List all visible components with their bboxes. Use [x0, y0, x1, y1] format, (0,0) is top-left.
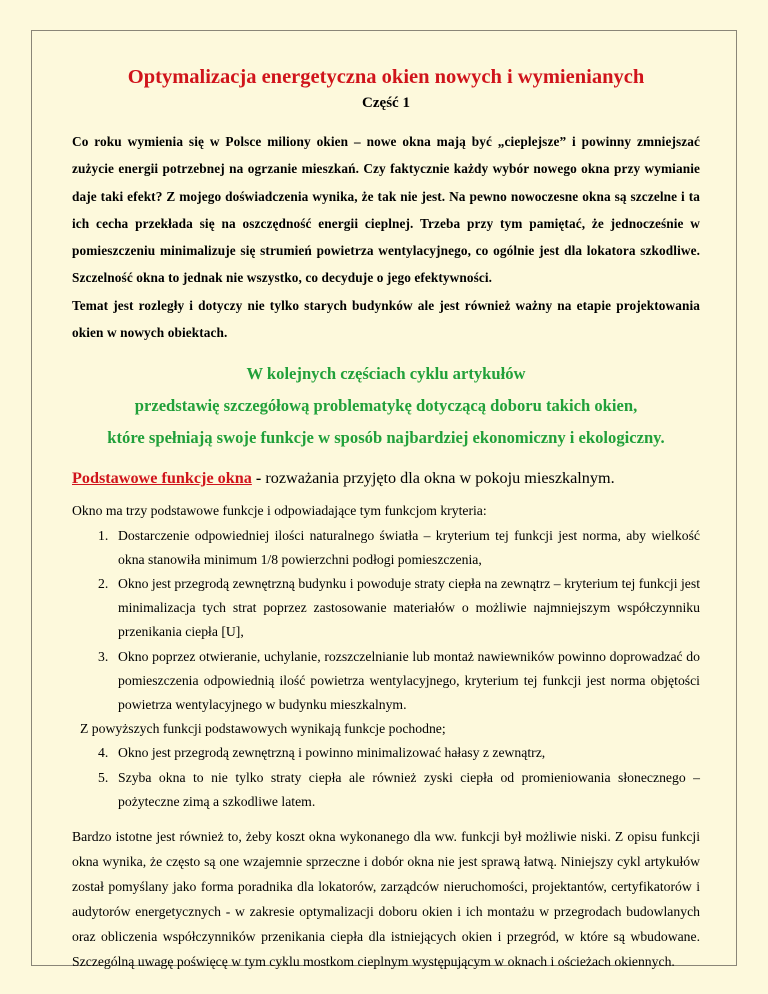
item-number: 1.	[98, 527, 109, 543]
item-number: 4.	[98, 745, 109, 761]
item-number: 3.	[98, 648, 109, 664]
functions-lead: Okno ma trzy podstawowe funkcje i odpowiadające tym funkcjom kryteria:	[72, 503, 487, 519]
closing-paragraph: Bardzo istotne jest również to, żeby koszt okna wykonanego dla ww. funkcji był możliwie niski. Z opisu funkcji okna wynika, że często są one wzajemnie sprzeczne i dobór okna nie jest sprawą łatwą. Niniejszy cykl artykułów został pomyślany jako forma poradnika dla lokatorów, zarządców nieruchomości, projektantów, certyfikatorów i audytorów energetycznych - w zakresie optymalizacji doboru okien i ich montażu w przegrodach budowlanych oraz obliczenia współczynników przenikania ciepła dla istniejących okien i przegród, w które są wbudowane. Szczególną uwagę poświęcę w tym cyklu mostkom cieplnym występującym w oknach i ościeżach okiennych.	[72, 829, 700, 970]
derived-functions-list	[72, 741, 700, 814]
item-text: Okno jest przegrodą zewnętrzną i powinno minimalizować hałasy z zewnątrz,	[118, 745, 546, 761]
heading-dash: -	[251, 469, 266, 488]
announcement-line: W kolejnych częściach cyklu artykułów	[246, 364, 526, 384]
list-item	[72, 766, 700, 814]
announcement-line: które spełniają swoje funkcje w sposób najbardziej ekonomiczny i ekologiczny.	[107, 428, 665, 448]
list-item	[72, 572, 700, 645]
part-label: Część 1	[362, 95, 410, 111]
item-text: Szyba okna to nie tylko straty ciepła ale również zyski ciepła od promieniowania słonecznego – pożyteczne zimą a szkodliwe latem.	[118, 769, 700, 809]
list-item	[72, 645, 700, 718]
intro-paragraph: Co roku wymienia się w Polsce miliony okien – nowe okna mają być „cieplejsze” i powinny zmniejszać zużycie energii potrzebnej na ogrzanie mieszkań. Czy faktycznie każdy wybór nowego okna przy wymianie daje taki efekt? Z mojego doświadczenia wynika, że tak nie jest. Na pewno nowoczesne okna są szczelne i ta ich cecha przekłada się na oszczędność energii cieplnej. Trzeba przy tym pamiętać, że jednocześnie w pomieszczeniu minimalizuje się strumień powietrza wentylacyjnego, co ogólnie jest dla lokatora szkodliwe. Szczelność okna to jednak nie wszystko, co decyduje o jego efektywności.	[72, 134, 700, 286]
series-announcement	[72, 358, 700, 454]
item-text: Okno poprzez otwieranie, uchylanie, rozszczelnianie lub montaż nawiewników powinno doprowadzać do pomieszczenia odpowiednią ilość powietrza wentylacyjnego, kryterium tej funkcji jest norma objętości powietrza wentylacyjnego w budynku mieszkalnym.	[118, 648, 700, 712]
section-heading: Podstawowe funkcje okna	[72, 469, 252, 488]
section-note: rozważania przyjęto dla okna w pokoju mieszkalnym.	[265, 469, 615, 488]
item-text: Okno jest przegrodą zewnętrzną budynku i powoduje straty ciepła na zewnątrz – kryterium tej funkcji jest minimalizacja tych strat poprzez zastosowanie materiałów o możliwie najmniejszym współczynniku przenikania ciepła [U],	[118, 575, 700, 640]
list-item	[72, 741, 700, 765]
intro-section	[72, 128, 700, 346]
announcement-line: przedstawię szczegółową problematykę dotyczącą doboru takich okien,	[134, 396, 638, 416]
functions-section	[72, 499, 700, 814]
item-number: 2.	[98, 575, 109, 591]
document-title: Optymalizacja energetyczna okien nowych i wymienianych	[127, 66, 645, 88]
section-heading-line	[72, 466, 700, 490]
derived-lead: Z powyższych funkcji podstawowych wynikają funkcje pochodne;	[80, 721, 446, 737]
intro-paragraph: Temat jest rozległy i dotyczy nie tylko starych budynków ale jest również ważny na etapie projektowania okien w nowych obiektach.	[72, 297, 700, 341]
list-item	[72, 524, 700, 572]
item-text: Dostarczenie odpowiedniej ilości naturalnego światła – kryterium tej funkcji jest norma, aby wielkość okna stanowiła minimum 1/8 powierzchni podłogi pomieszczenia,	[118, 527, 700, 567]
document-body	[72, 62, 700, 988]
item-number: 5.	[98, 769, 109, 785]
basic-functions-list	[72, 524, 700, 718]
